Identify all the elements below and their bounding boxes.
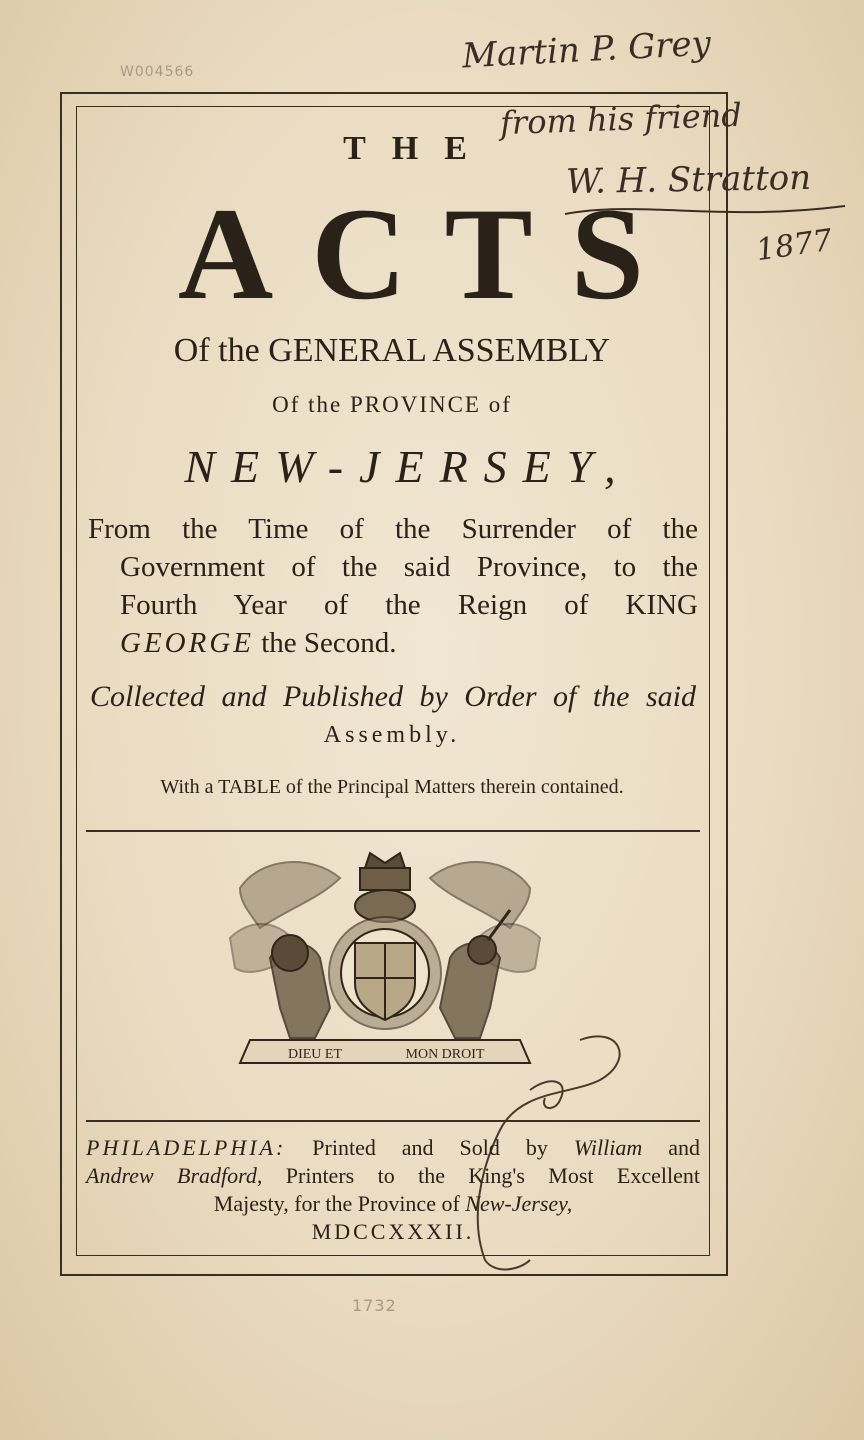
pencil-catalog-number: W004566 [120,64,195,80]
upper-rule [86,830,700,832]
inscription-from-line: from his friend [499,95,743,143]
imprint-printer2: Andrew Bradford, [86,1163,263,1188]
description-last-rest: the Second. [253,627,397,659]
imprint-line-1 [86,1134,700,1162]
pencil-date-note: 1732 [352,1296,397,1315]
motto-right: MON DROIT [405,1047,485,1062]
imprint-printer1: William [573,1135,643,1160]
description-line: Government of the said Province, to the [120,551,698,583]
table-line: With a TABLE of the Principal Matters therein contained. [160,776,624,798]
motto-left: DIEU ET [287,1047,343,1062]
description-line: From the Time of the Surrender of the [88,513,698,545]
subtitle-province: Of the PROVINCE of [272,392,512,417]
imprint-line-3 [86,1190,700,1218]
imprint-line3-start: Majesty, for the Province of [213,1191,466,1216]
imprint [86,1134,700,1246]
imprint-printed-sold: Printed and Sold by [286,1135,574,1160]
collected-line: Collected and Published by Order of the said [90,680,696,713]
imprint-place: PHILADELPHIA: [86,1135,287,1160]
king-name: GEORGE [120,627,254,659]
inscription-year: 1877 [753,222,835,269]
province-name: NEW-JERSEY, [184,441,632,492]
description-line: Fourth Year of the Reign of KING [120,589,698,621]
imprint-province: New-Jersey, [465,1191,573,1216]
title-acts: ACTS [177,180,683,327]
assembly-word: Assembly. [323,722,461,748]
title-the: THE [343,130,493,167]
imprint-line-2 [86,1162,700,1190]
imprint-line2-rest: Printers to the King's Most Excellent [262,1163,700,1188]
description-paragraph [88,510,698,662]
subtitle-general-assembly: Of the GENERAL ASSEMBLY [173,332,611,369]
inscription-recipient: Martin P. Grey [461,23,712,77]
lower-rule [86,1120,700,1122]
imprint-and: and [642,1135,700,1160]
inscription-signature: W. H. Stratton [565,157,812,203]
imprint-year: MDCCXXXII. [311,1219,475,1244]
description-line [88,624,698,662]
